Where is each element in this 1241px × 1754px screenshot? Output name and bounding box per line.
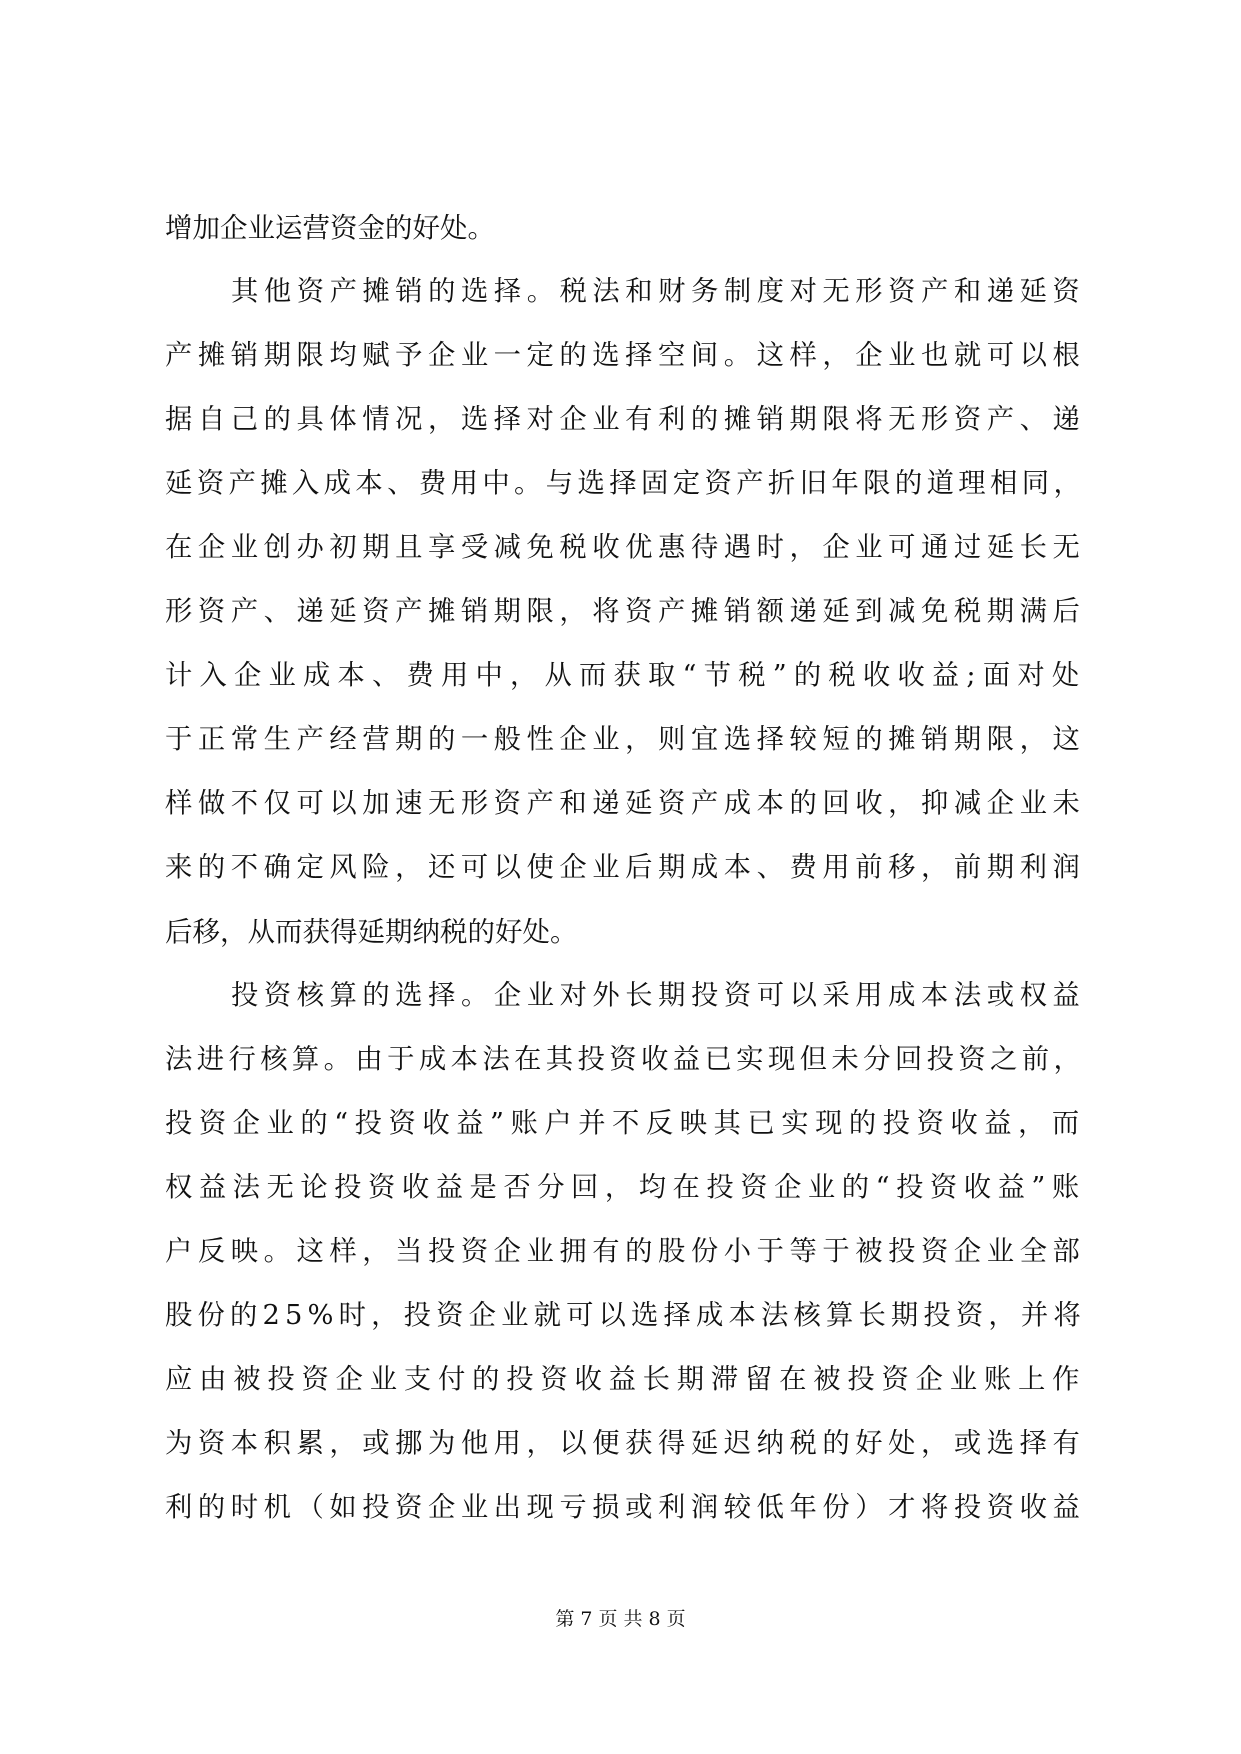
text-line: 在企业创办初期且享受减免税收优惠待遇时，企业可通过延长无	[165, 532, 1086, 563]
text-line: 后移，从而获得延期纳税的好处。	[165, 916, 578, 948]
text-line: 据自己的具体情况，选择对企业有利的摊销期限将无形资产、递	[165, 404, 1086, 435]
text-line: 股份的25%时，投资企业就可以选择成本法核算长期投资，并将	[165, 1300, 1086, 1331]
paragraph-start-line: 投资核算的选择。企业对外长期投资可以采用成本法或权益	[231, 980, 1086, 1011]
text-line: 利的时机（如投资企业出现亏损或利润较低年份）才将投资收益	[165, 1492, 1086, 1523]
text-line: 计入企业成本、费用中，从而获取“节税”的税收收益;面对处	[165, 660, 1087, 691]
text-line: 产摊销期限均赋予企业一定的选择空间。这样，企业也就可以根	[165, 340, 1086, 371]
text-line: 延资产摊入成本、费用中。与选择固定资产折旧年限的道理相同，	[165, 468, 1086, 499]
text-line: 样做不仅可以加速无形资产和递延资产成本的回收，抑减企业未	[165, 788, 1086, 819]
text-line: 户反映。这样，当投资企业拥有的股份小于等于被投资企业全部	[165, 1236, 1086, 1267]
text-line: 形资产、递延资产摊销期限，将资产摊销额递延到减免税期满后	[165, 596, 1086, 627]
text-line: 权益法无论投资收益是否分回，均在投资企业的“投资收益”账	[165, 1172, 1086, 1203]
text-line: 应由被投资企业支付的投资收益长期滞留在被投资企业账上作	[165, 1364, 1087, 1395]
text-line: 增加企业运营资金的好处。	[165, 212, 495, 244]
text-line: 来的不确定风险，还可以使企业后期成本、费用前移，前期利润	[165, 852, 1086, 883]
text-line: 法进行核算。由于成本法在其投资收益已实现但未分回投资之前，	[165, 1044, 1086, 1075]
paragraph-start-line: 其他资产摊销的选择。税法和财务制度对无形资产和递延资	[231, 276, 1086, 307]
text-line: 于正常生产经营期的一般性企业，则宜选择较短的摊销期限，这	[165, 724, 1086, 755]
page-number-footer: 第 7 页 共 8 页	[555, 1608, 686, 1630]
text-line: 投资企业的“投资收益”账户并不反映其已实现的投资收益，而	[165, 1108, 1086, 1139]
text-line: 为资本积累，或挪为他用，以便获得延迟纳税的好处，或选择有	[165, 1428, 1086, 1459]
